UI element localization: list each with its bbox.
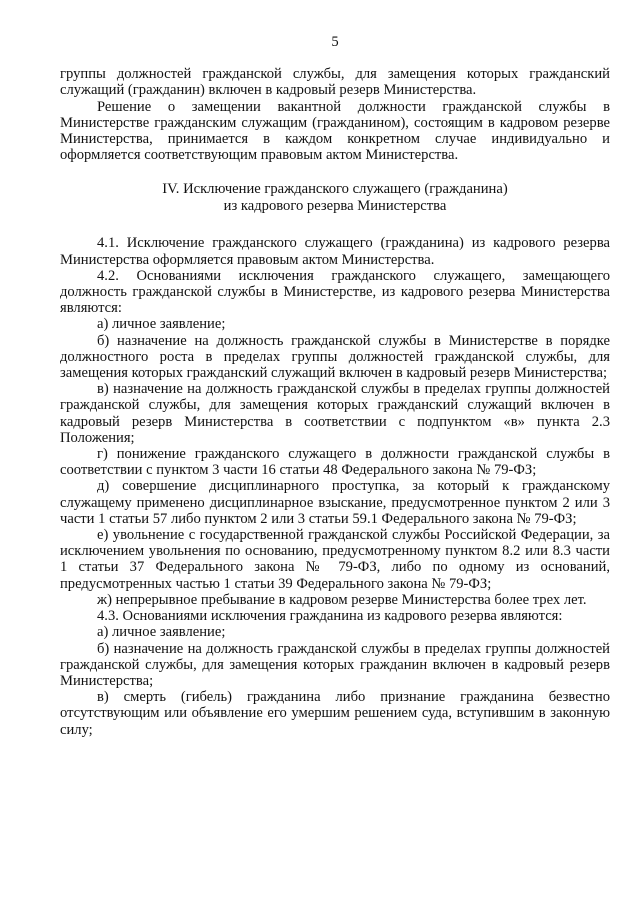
paragraph-4-1: 4.1. Исключение гражданского служащего (гражданина) из кадрового резерва Министерства оформляется правовым актом Министерства. bbox=[60, 235, 610, 268]
item-4-2-b: б) назначение на должность гражданской службы в Министерстве в порядке должностного роста в пределах группы должностей гражданской службы, для замещения которых гражданский служащий включен в кадровый резерв Министерства; bbox=[60, 332, 610, 382]
item-4-2-g: г) понижение гражданского служащего в должности гражданской службы в соответствии с пунктом 3 части 16 статьи 48 Федерального закона № 79-ФЗ; bbox=[60, 446, 610, 479]
item-4-2-d: д) совершение дисциплинарного проступка, за который к гражданскому служащему применено дисциплинарное взыскание, предусмотренное пунктом 2 или 3 части 1 статьи 57 либо пунктом 2 или 3 статьи 59.1 Федерального закона № 79-ФЗ; bbox=[60, 478, 610, 527]
item-4-2-a: а) личное заявление; bbox=[97, 316, 226, 333]
section-heading bbox=[60, 181, 610, 215]
section-heading-line-2: из кадрового резерва Министерства bbox=[223, 198, 447, 215]
page-number: 5 bbox=[331, 34, 339, 50]
item-4-2-e: е) увольнение с государственной гражданской службы Российской Федерации, за исключением увольнения по основанию, предусмотренному пунктом 8.2 или 8.3 части 1 статьи 37 Федерального закона № 79-ФЗ, либо по одному из оснований, предусмотренных частью 1 статьи 39 Федерального закона № 79-ФЗ; bbox=[60, 527, 610, 592]
item-4-2-v: в) назначение на должность гражданской службы в пределах группы должностей гражданской службы, для замещения которых гражданский служащий включен в кадровый резерв Министерства в соответствии с подпунктом «в» пункта 2.3 Положения; bbox=[60, 381, 610, 446]
paragraph-4-3: 4.3. Основаниями исключения гражданина из кадрового резерва являются: bbox=[97, 608, 563, 625]
paragraph-decision: Решение о замещении вакантной должности гражданской службы в Министерстве гражданским служащим (гражданином), состоящим в кадровом резерве Министерства, принимается в каждом конкретном случае индивидуально и оформляется соответствующим правовым актом Министерства. bbox=[60, 98, 610, 164]
section-heading-line-1: IV. Исключение гражданского служащего (гражданина) bbox=[162, 181, 508, 198]
item-4-3-a: а) личное заявление; bbox=[97, 624, 226, 641]
paragraph-4-2: 4.2. Основаниями исключения гражданского служащего, замещающего должность гражданской службы в Министерстве, из кадрового резерва Министерства являются: bbox=[60, 267, 610, 317]
item-4-3-b: б) назначение на должность гражданской службы в пределах группы должностей гражданской службы, для замещения которых гражданин включен в кадровый резерв Министерства; bbox=[60, 640, 610, 689]
item-4-2-zh: ж) непрерывное пребывание в кадровом резерве Министерства более трех лет. bbox=[97, 591, 587, 608]
paragraph-continuation: группы должностей гражданской службы, для замещения которых гражданский служащий (гражданин) включен в кадровый резерв Министерства. bbox=[60, 66, 610, 99]
item-4-3-v: в) смерть (гибель) гражданина либо признание гражданина безвестно отсутствующим или объявление его умершим решением суда, вступившим в законную силу; bbox=[60, 689, 610, 738]
